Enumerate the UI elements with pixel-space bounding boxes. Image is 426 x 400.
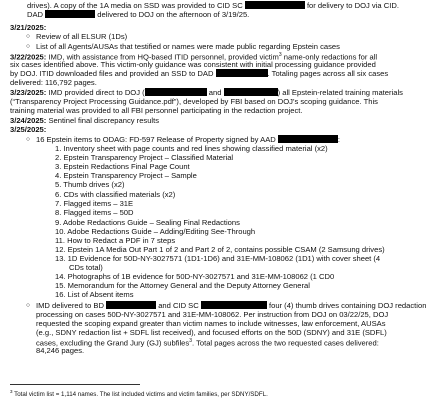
text-line: cases, excluding the Grand Jury (GJ) subfiles$^3$. Total pages across the two requested cases delivered: [36, 338, 379, 348]
date-heading: 3/25/2025: [10, 125, 47, 134]
text-line: (e.g., SDNY redaction list + SDFL list received), and focused efforts on the 50D (SDNY) and 31E (SDFL) [36, 328, 387, 337]
numbered-item: 3. Epstein Redactions Final Page Count [55, 162, 190, 171]
list-item: List of all Agents/AUSAs that testified or names were made public regarding Epstein cases [36, 42, 340, 51]
text-line: six cases identified above. This victim-only guidance was consistent with initial processing guidance provided [10, 60, 376, 69]
numbered-item: 13. 1D Evidence for 50D-NY-3027571 (1D1-1D6) and 31E-MM-108062 (1D1) with cover sheet (4 [55, 254, 381, 263]
footnote-divider [10, 384, 140, 385]
text-line: 3/22/2025: IMD, with assistance from HQ-based ITID personnel, provided victim$^3$ name-only redactions for all [10, 52, 378, 62]
footnote-ref: 3 [278, 52, 282, 58]
redaction-bar [201, 301, 267, 309]
numbered-item: 4. Epstein Transparency Project – Sample [55, 171, 197, 180]
numbered-item: 2. Epstein Transparency Project – Classified Material [55, 153, 234, 162]
circle-bullet-icon: ○ [26, 33, 31, 40]
text-line: delivered: 116,792 pages. [10, 78, 97, 87]
footnote-ref: 3 [189, 338, 192, 344]
numbered-item-continued: CDs total) [69, 263, 103, 272]
circle-bullet-icon: ○ [26, 43, 31, 50]
list-item: IMD delivered to BD and CID SC four (4) thumb drives containing DOJ redaction [36, 301, 426, 310]
numbered-item: 14. Photographs of 1B evidence for 50D-NY-3027571 and 31E-MM-108062 (1 CD0 [55, 272, 335, 281]
redaction-bar [278, 135, 338, 143]
redaction-bar [224, 88, 278, 96]
redaction-bar [106, 301, 156, 309]
redaction-bar [145, 88, 207, 96]
list-item: 16 Epstein items to ODAG: FD-597 Release of Property signed by AAD : [36, 135, 340, 144]
text-line: by DOJ. ITID downloaded files and provided an SSD to DAD . Totaling pages across all six cases [10, 69, 389, 78]
text-line: training material was provided to all FBI personnel participating in the redaction project. [10, 106, 303, 115]
text-line: DAD delivered to DOJ on the afternoon of 3/19/25. [27, 10, 250, 19]
numbered-item: 16. List of Absent items [55, 290, 134, 299]
numbered-item: 11. How to Redact a PDF in 7 steps [55, 236, 176, 245]
circle-bullet-icon: ○ [26, 136, 31, 143]
text-line: drives). A copy of the 1A media on SSD was provided to CID SC for delivery to DOJ via CID. [27, 1, 399, 10]
date-heading: 3/24/2025: [10, 116, 47, 125]
numbered-item: 1. Inventory sheet with page counts and red lines showing classified material (x2) [55, 144, 328, 153]
numbered-item: 10. Adobe Redactions Guide – Adding/Editing See-Through [55, 227, 256, 236]
text-line: 3/24/2025: Sentinel final discrepancy results [10, 116, 160, 125]
numbered-item: 9. Adobe Redactions Guide – Sealing Final Redactions [55, 218, 240, 227]
circle-bullet-icon: ○ [26, 302, 31, 309]
text-line: (“Transparency Project Processing Guidance.pdf”), developed by FBI based on DOJ’s scoping guidance. This [10, 97, 378, 106]
footnote: $^3$ Total victim list = 1,114 names. The list included victims and victim families, per SDNY/SDFL. [10, 389, 268, 399]
numbered-item: 15. Memorandum for the Attorney General and the Deputy Attorney General [55, 281, 310, 290]
numbered-item: 8. Flagged items – 50D [55, 208, 134, 217]
numbered-item: 7. Flagged items – 31E [55, 199, 134, 208]
numbered-item: 5. Thumb drives (x2) [55, 180, 125, 189]
text-line: 84,246 pages. [36, 346, 85, 355]
redaction-bar [45, 10, 95, 18]
date-heading: 3/23/2025: [10, 88, 47, 97]
numbered-item: 6. CDs with classified materials (x2) [55, 190, 176, 199]
redaction-bar [216, 69, 268, 77]
text-line: processing on cases 50D-NY-3027571 and 31E-MM-108062. Per instruction from DOJ on 03/22/25, DOJ [36, 310, 389, 319]
date-heading: 3/22/2025: [10, 52, 47, 62]
text-line: requested the scoping expand greater than victim names to include witnesses, law enforcement, AUSAs [36, 319, 386, 328]
date-heading: 3/21/2025: [10, 23, 47, 32]
text-line: 3/23/2025: IMD provided direct to DOJ ( and ) all Epstein-related training materials [10, 88, 403, 97]
list-item: Review of all ELSUR (1Ds) [36, 32, 128, 41]
redaction-bar [245, 1, 305, 9]
numbered-item: 12. Epstein 1A Media Out Part 1 of 2 and Part 2 of 2, contains possible CSAM (2 Samsung drives) [55, 245, 385, 254]
